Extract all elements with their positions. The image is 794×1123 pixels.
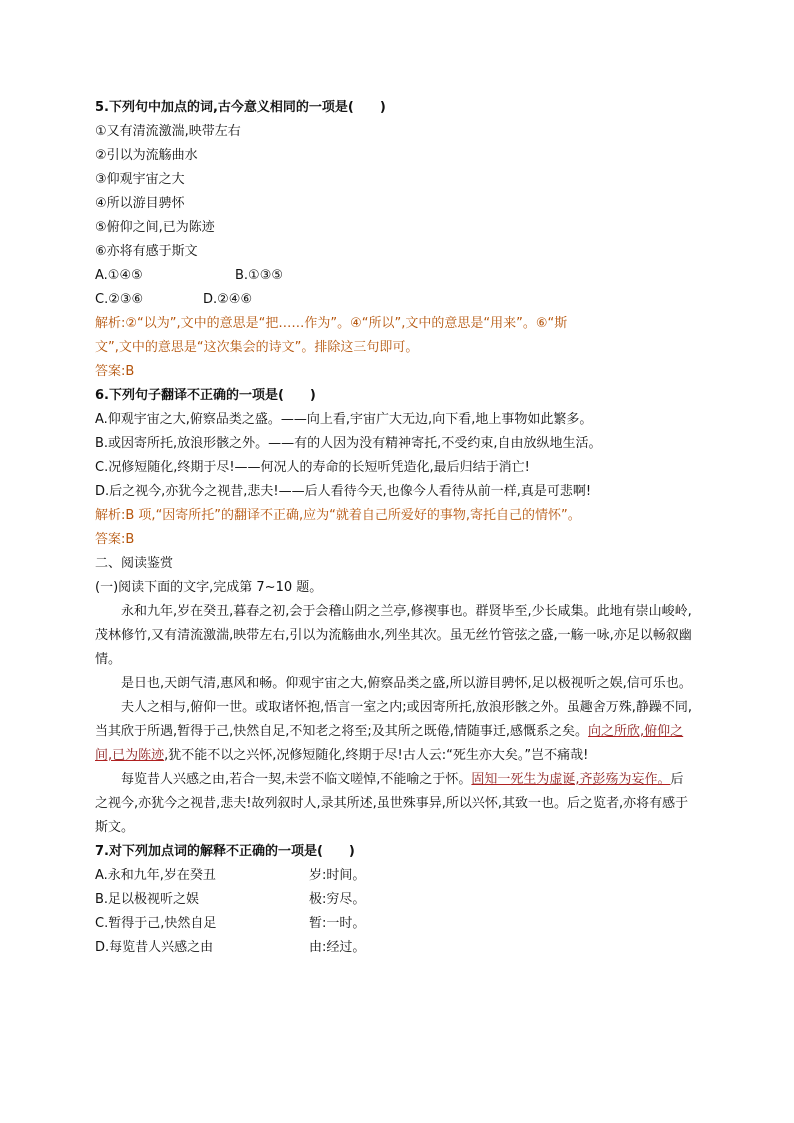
q5-item-1: ①又有清流激湍,映带左右 <box>95 124 241 139</box>
q5-answer: 答案:B <box>95 364 135 379</box>
q6-answer: 答案:B <box>95 532 135 547</box>
q7-option-b-sentence: B.足以极视听之娱 <box>95 892 200 907</box>
passage-p4-text-a: 每览昔人兴感之由,若合一契,未尝不临文嗟悼,不能喻之于怀。 <box>121 772 472 787</box>
passage-paragraph-3 <box>95 696 695 768</box>
q5-option-b: B.①③⑤ <box>235 268 284 283</box>
q5-options-ab <box>95 264 695 288</box>
q7-option-b <box>95 888 695 912</box>
document-page <box>95 96 695 960</box>
underlined-sentence-1: 向之所欣,俯仰之间,已为陈迹 <box>95 724 684 763</box>
q7-option-b-explanation: 极:穷尽。 <box>309 892 366 907</box>
question-5-stem: 5.下列句中加点的词,古今意义相同的一项是( ) <box>95 100 386 115</box>
q7-option-d <box>95 936 695 960</box>
q6-option-a: A.仰观宇宙之大,俯察品类之盛。——向上看,宇宙广大无边,向下看,地上事物如此繁多。 <box>95 412 593 427</box>
q5-item-2: ②引以为流觞曲水 <box>95 148 198 163</box>
q5-option-d: D.②④⑥ <box>203 292 253 307</box>
q7-option-d-explanation: 由:经过。 <box>309 940 366 955</box>
passage-paragraph-1: 永和九年,岁在癸丑,暮春之初,会于会稽山阴之兰亭,修禊事也。群贤毕至,少长咸集。此地有崇山峻岭,茂林修竹,又有清流激湍,映带左右,引以为流觞曲水,列坐其次。虽无丝竹管弦之盛,一觞一咏,亦足以畅叙幽情。 <box>95 604 692 667</box>
section-subheading: (一)阅读下面的文字,完成第 7~10 题。 <box>95 580 323 595</box>
q5-item-3: ③仰观宇宙之大 <box>95 172 185 187</box>
question-7-stem: 7.对下列加点词的解释不正确的一项是( ) <box>95 844 355 859</box>
q7-option-a-sentence: A.永和九年,岁在癸丑 <box>95 868 216 883</box>
q5-analysis-line-1: 解析:②“以为”,文中的意思是“把……作为”。④“所以”,文中的意思是“用来”。⑥“斯 <box>95 316 568 331</box>
q7-option-c-explanation: 暂:一时。 <box>309 916 366 931</box>
q6-option-d: D.后之视今,亦犹今之视昔,悲夫!——后人看待今天,也像今人看待从前一样,真是可悲啊! <box>95 484 592 499</box>
q5-item-4: ④所以游目骋怀 <box>95 196 185 211</box>
q5-item-5: ⑤俯仰之间,已为陈迹 <box>95 220 215 235</box>
section-heading: 二、阅读鉴赏 <box>95 556 174 571</box>
q7-option-a-explanation: 岁:时间。 <box>309 868 366 883</box>
q5-analysis-line-2: 文”,文中的意思是“这次集会的诗文”。排除这三句即可。 <box>95 340 419 355</box>
q5-option-c: C.②③⑥ <box>95 292 144 307</box>
passage-p3-text-b: ,犹不能不以之兴怀,况修短随化,终期于尽!古人云:“死生亦大矣。”岂不痛哉! <box>164 748 589 763</box>
passage-paragraph-2: 是日也,天朗气清,惠风和畅。仰观宇宙之大,俯察品类之盛,所以游目骋怀,足以极视听之娱,信可乐也。 <box>121 676 692 691</box>
question-6-stem: 6.下列句子翻译不正确的一项是( ) <box>95 388 316 403</box>
q5-options-cd <box>95 288 695 312</box>
q6-option-c: C.况修短随化,终期于尽!——何况人的寿命的长短听凭造化,最后归结于消亡! <box>95 460 530 475</box>
passage-p4-text-b: 后之视今,亦犹今之视昔,悲夫!故列叙时人,录其所述,虽世殊事异,所以兴怀,其致一也。后之览者,亦将有感于斯文。 <box>95 772 689 835</box>
q7-option-d-sentence: D.每览昔人兴感之由 <box>95 940 214 955</box>
q6-analysis: 解析:B 项,“因寄所托”的翻译不正确,应为“就着自己所爱好的事物,寄托自己的情怀”。 <box>95 508 581 523</box>
q6-option-b: B.或因寄所托,放浪形骸之外。——有的人因为没有精神寄托,不受约束,自由放纵地生活。 <box>95 436 602 451</box>
q7-option-c <box>95 912 695 936</box>
underlined-sentence-2: 固知一死生为虚诞,齐彭殇为妄作。 <box>471 772 671 787</box>
passage-p3-text-a: 夫人之相与,俯仰一世。或取诸怀抱,悟言一室之内;或因寄所托,放浪形骸之外。虽趣舍万殊,静躁不同,当其欣于所遇,暂得于己,快然自足,不知老之将至;及其所之既倦,情随事迁,感慨系之矣。 <box>95 700 693 739</box>
q5-item-6: ⑥亦将有感于斯文 <box>95 244 198 259</box>
q5-option-a: A.①④⑤ <box>95 268 143 283</box>
passage-paragraph-4 <box>95 768 695 840</box>
q7-option-c-sentence: C.暂得于己,快然自足 <box>95 916 217 931</box>
q7-option-a <box>95 864 695 888</box>
